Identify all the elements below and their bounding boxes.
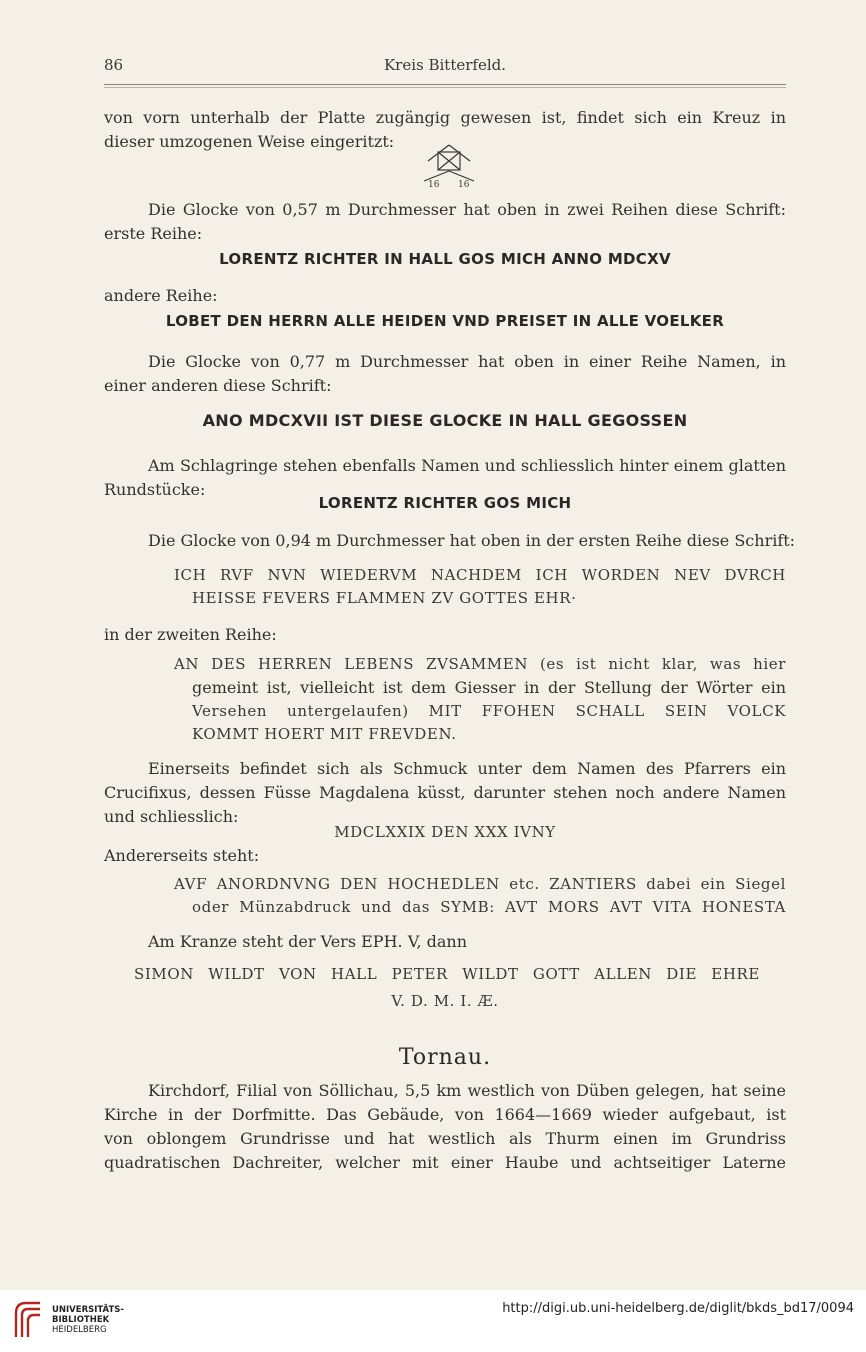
body-line: Kirche in der Dorfmitte. Das Gebäude, von 1664—1669 wieder aufgebaut, ist — [104, 1105, 786, 1124]
section-heading: Tornau. — [398, 1045, 492, 1070]
body-line: Andererseits steht: — [104, 846, 260, 865]
body-line: Einerseits befindet sich als Schmuck unter dem Namen des Pfarrers ein — [148, 759, 786, 778]
body-line: von oblongem Grundrisse und hat westlich als Thurm einen im Grundriss — [104, 1129, 786, 1148]
bell-inscription: Versehen untergelaufen) MIT FFOHEN SCHALL SEIN VOLCK — [192, 702, 786, 720]
library-name-line: BIBLIOTHEK — [52, 1315, 110, 1325]
body-line: Kirchdorf, Filial von Söllichau, 5,5 km westlich von Düben gelegen, hat seine — [148, 1081, 786, 1100]
body-line: dieser umzogenen Weise eingeritzt: — [104, 132, 395, 151]
bell-inscription: oder Münzabdruck und das SYMB: AVT MORS AVT VITA HONESTA — [192, 898, 786, 916]
body-line: Am Schlagringe stehen ebenfalls Namen und schliesslich hinter einem glatten — [148, 456, 786, 475]
body-line: quadratischen Dachreiter, welcher mit einer Haube und achtseitiger Laterne — [104, 1153, 786, 1172]
bell-inscription: LORENTZ RICHTER IN HALL GOS MICH ANNO MDCXV — [219, 250, 671, 268]
bell-inscription: ICH RVF NVN WIEDERVM NACHDEM ICH WORDEN NEV DVRCH — [174, 566, 786, 584]
body-line: einer anderen diese Schrift: — [104, 376, 332, 395]
bell-inscription: KOMMT HOERT MIT FREVDEN. — [192, 725, 457, 743]
bell-inscription: HEISSE FEVERS FLAMMEN ZV GOTTES EHR· — [192, 589, 577, 607]
body-line: andere Reihe: — [104, 286, 218, 305]
bell-inscription: AVF ANORDNVNG DEN HOCHEDLEN etc. ZANTIERS dabei ein Siegel — [174, 875, 786, 893]
body-line: Rundstücke: — [104, 480, 206, 499]
body-line: Die Glocke von 0,57 m Durchmesser hat oben in zwei Reihen diese Schrift: — [148, 200, 786, 219]
body-line: Am Kranze steht der Vers EPH. V, dann — [148, 932, 468, 951]
bell-inscription: LOBET DEN HERRN ALLE HEIDEN VND PREISET IN ALLE VOELKER — [165, 312, 725, 330]
library-name-line: UNIVERSITÄTS- — [52, 1305, 124, 1315]
library-name — [52, 1305, 124, 1335]
body-line: erste Reihe: — [104, 224, 203, 243]
header-rule-secondary — [104, 87, 786, 88]
library-name-line: HEIDELBERG — [52, 1325, 107, 1335]
body-line: von vorn unterhalb der Platte zugängig gewesen ist, findet sich ein Kreuz in — [104, 108, 786, 127]
body-line: Crucifixus, dessen Füsse Magdalena küsst, darunter stehen noch andere Namen — [104, 783, 786, 802]
running-header — [104, 56, 786, 78]
body-line: Die Glocke von 0,77 m Durchmesser hat oben in einer Reihe Namen, in — [148, 352, 786, 371]
cross-year-right: 16 — [458, 180, 470, 190]
body-line: in der zweiten Reihe: — [104, 625, 277, 644]
library-logo-icon — [12, 1299, 44, 1341]
page-number: 86 — [104, 56, 124, 74]
bell-inscription: V. D. M. I. Æ. — [391, 992, 499, 1010]
digitization-footer — [0, 1290, 866, 1352]
body-line: Die Glocke von 0,94 m Durchmesser hat oben in der ersten Reihe diese Schrift: — [148, 531, 796, 550]
bell-inscription: SIMON WILDT VON HALL PETER WILDT GOTT ALLEN DIE EHRE — [134, 965, 760, 983]
bell-inscription: MDCLXXIX DEN XXX IVNY — [334, 823, 556, 841]
bell-inscription: gemeint ist, vielleicht ist dem Giesser in der Stellung der Wörter ein — [192, 678, 786, 697]
body-line: und schliesslich: — [104, 807, 239, 826]
bell-inscription: AN DES HERREN LEBENS ZVSAMMEN (es ist nicht klar, was hier — [174, 655, 786, 673]
cross-year-left: 16 — [428, 180, 440, 190]
header-rule — [104, 84, 786, 85]
cross-mark-figure — [418, 141, 480, 193]
bell-inscription: LORENTZ RICHTER GOS MICH — [318, 494, 572, 512]
running-title: Kreis Bitterfeld. — [383, 56, 507, 74]
permalink-url[interactable]: http://digi.ub.uni-heidelberg.de/diglit/bkds_bd17/0094 — [502, 1301, 854, 1316]
bell-inscription: ANO MDCXVII IST DIESE GLOCKE IN HALL GEGOSSEN — [202, 411, 688, 430]
